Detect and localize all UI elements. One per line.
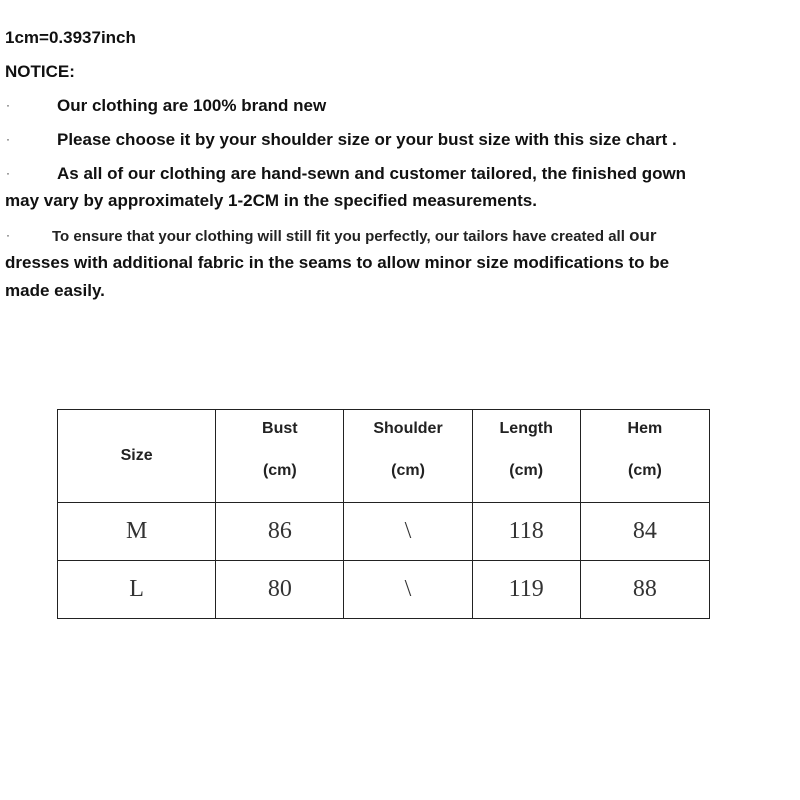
cell-shoulder: \ [344, 503, 472, 561]
table-header-row [58, 410, 710, 503]
table-row [58, 561, 710, 619]
size-chart-table [57, 409, 710, 619]
note-fit-line1-end: our [629, 226, 657, 245]
bullet: · [6, 228, 10, 242]
conversion-note: 1cm=0.3937inch [5, 28, 136, 47]
note-hand-sewn-line2: may vary by approximately 1-2CM in the specified measurements. [5, 191, 537, 210]
header-shoulder [344, 410, 472, 503]
header-hem-unit: (cm) [627, 462, 662, 479]
bullet: · [6, 166, 10, 180]
note-choose-size: Please choose it by your shoulder size or your bust size with this size chart . [57, 130, 677, 149]
header-length-label: Length [499, 420, 553, 437]
bullet: · [6, 132, 10, 146]
table-row [58, 503, 710, 561]
cell-hem: 88 [580, 561, 709, 619]
header-size [58, 410, 216, 503]
header-size-label: Size [120, 447, 153, 464]
notice-heading: NOTICE: [5, 62, 75, 81]
header-shoulder-label: Shoulder [373, 420, 443, 437]
cell-length: 119 [472, 561, 580, 619]
cell-bust: 86 [216, 503, 344, 561]
header-bust-unit: (cm) [262, 462, 297, 479]
cell-hem: 84 [580, 503, 709, 561]
note-hand-sewn-line1: As all of our clothing are hand-sewn and customer tailored, the finished gown [57, 164, 687, 183]
header-length-unit: (cm) [509, 462, 544, 479]
cell-size: M [58, 503, 216, 561]
header-length [472, 410, 580, 503]
bullet: · [6, 98, 10, 112]
header-hem-label: Hem [627, 420, 663, 437]
note-fit-line1-text: To ensure that your clothing will still fit you perfectly, our tailors have created all [52, 228, 625, 245]
note-brand-new: Our clothing are 100% brand new [57, 96, 327, 115]
note-fit-line2: dresses with additional fabric in the seams to allow minor size modifications to be [5, 253, 670, 272]
cell-size: L [58, 561, 216, 619]
cell-shoulder: \ [344, 561, 472, 619]
note-fit-line3: made easily. [5, 281, 105, 300]
header-bust [216, 410, 344, 503]
header-hem [580, 410, 709, 503]
cell-length: 118 [472, 503, 580, 561]
header-bust-label: Bust [262, 420, 298, 437]
cell-bust: 80 [216, 561, 344, 619]
header-shoulder-unit: (cm) [391, 462, 425, 479]
note-fit-line1 [52, 226, 656, 247]
